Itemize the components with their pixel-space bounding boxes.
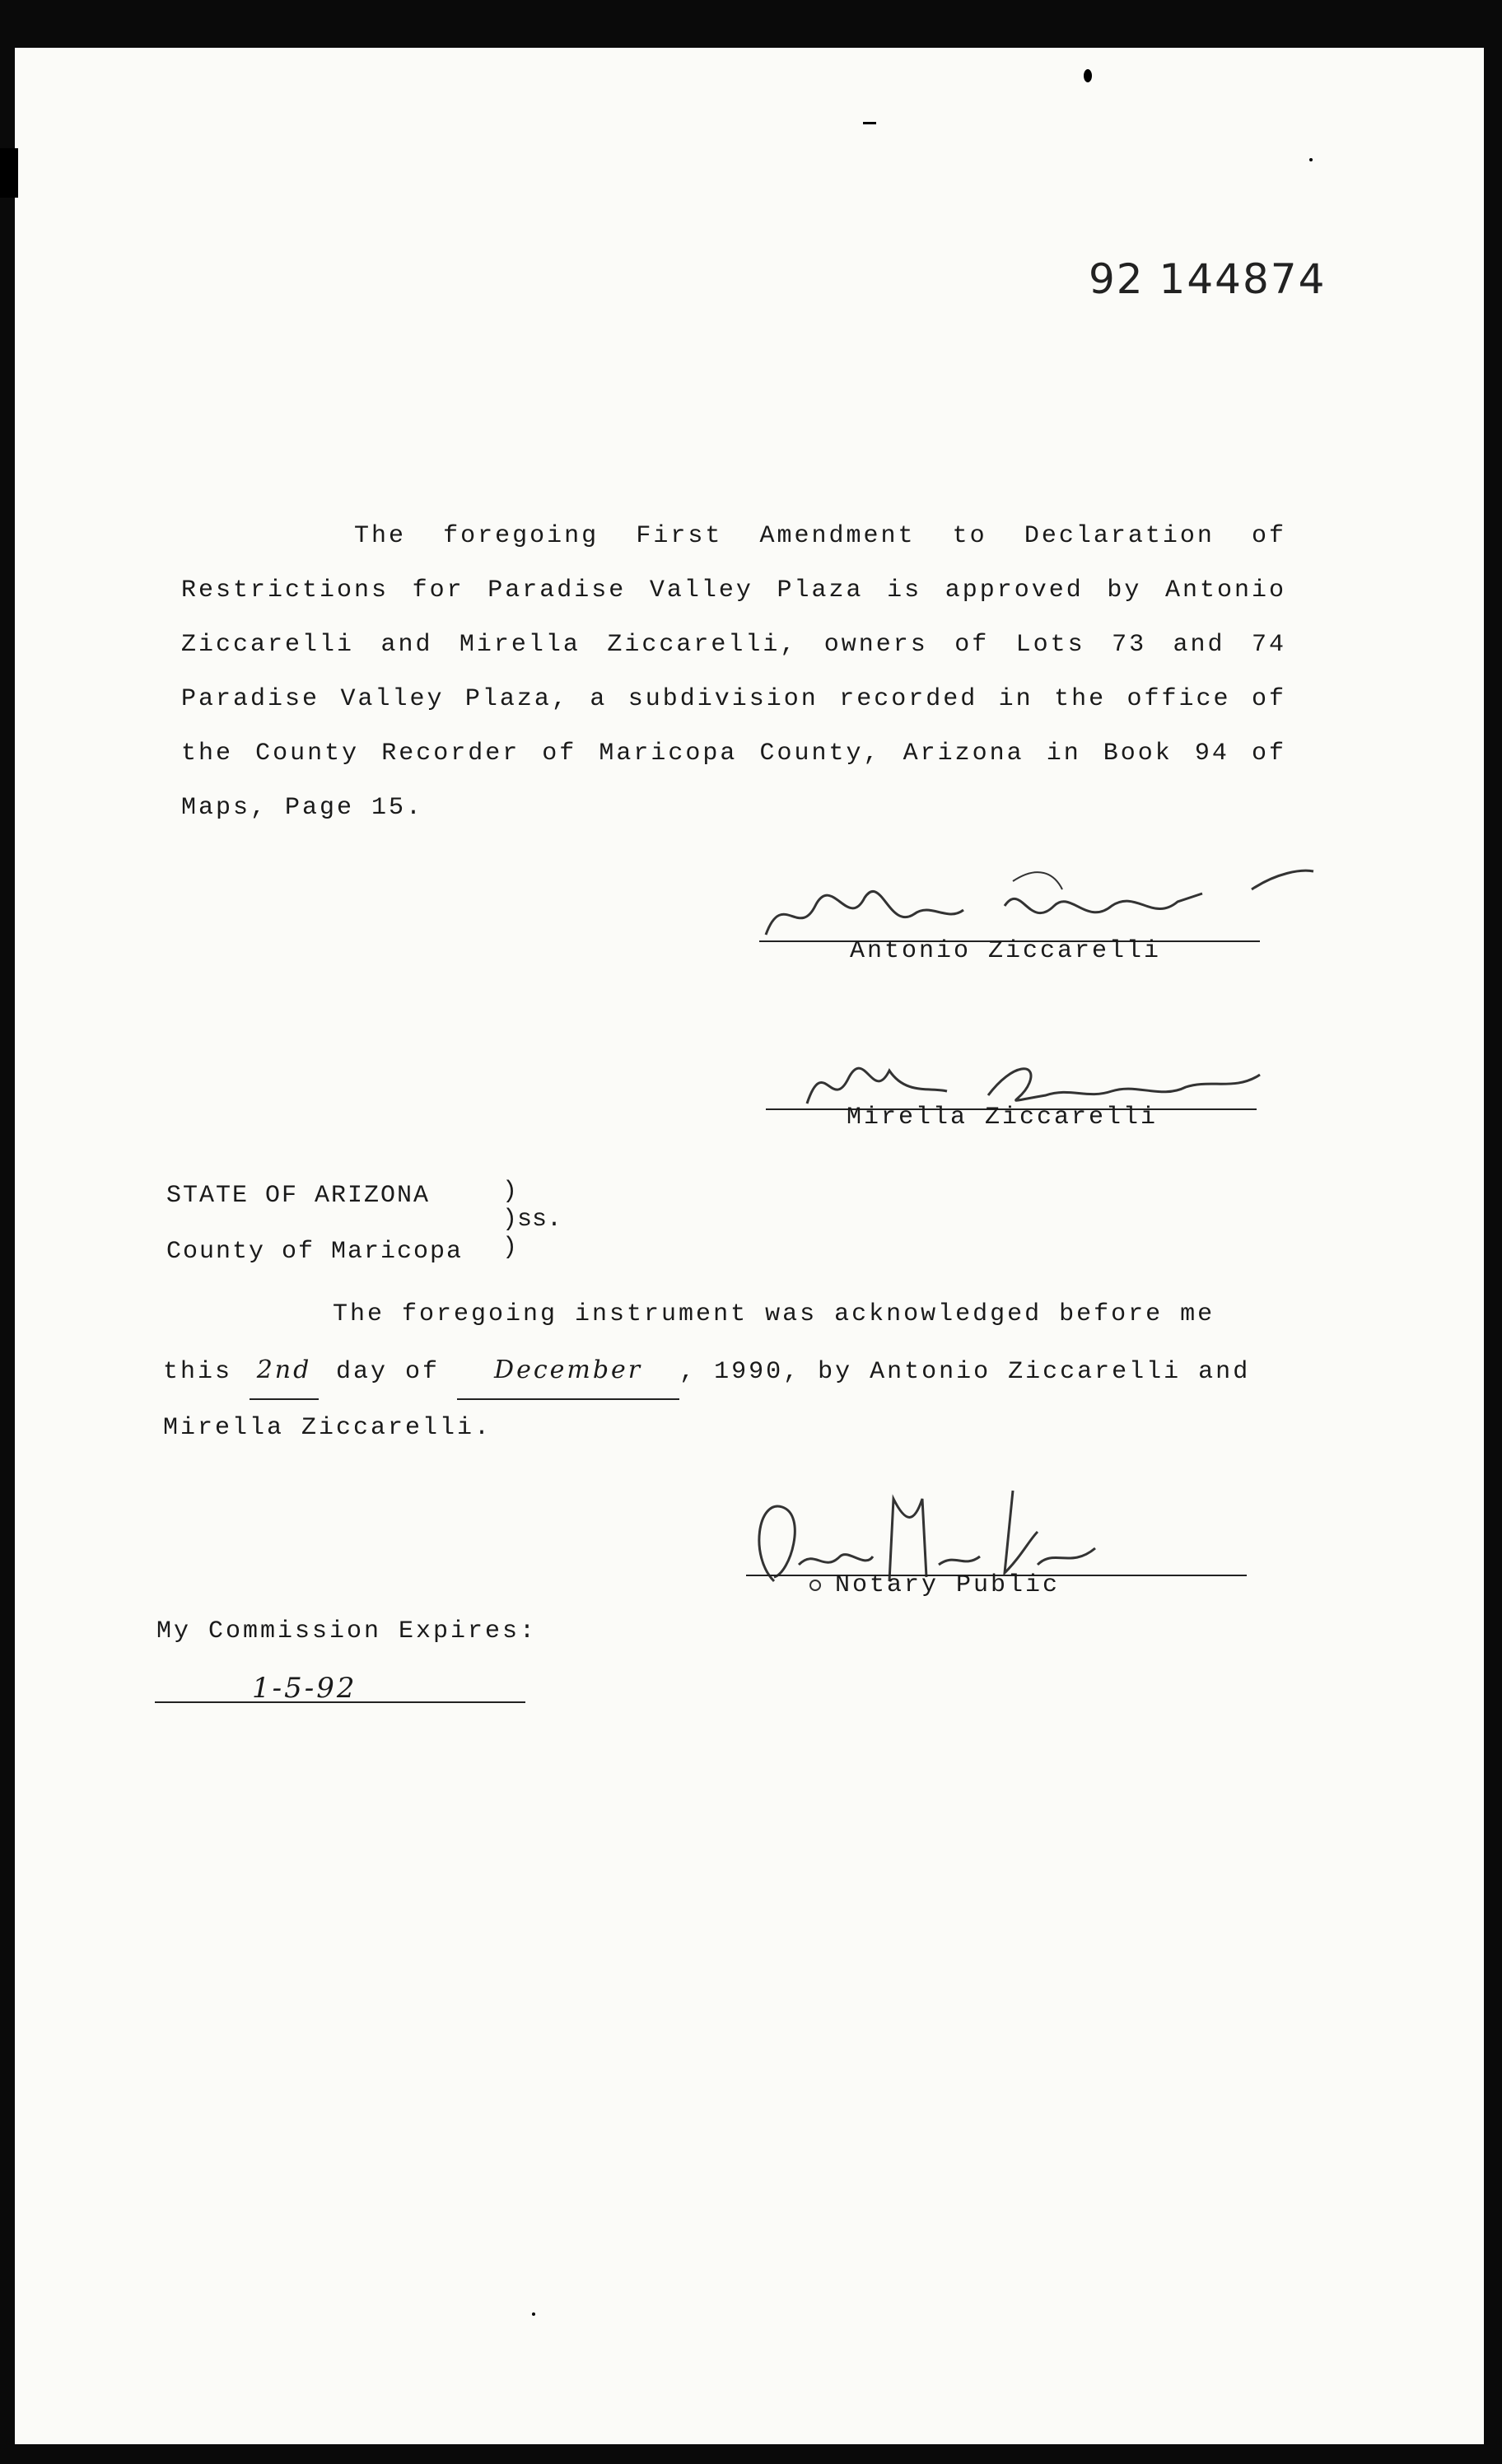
commission-value: 1-5-92 [252,1672,357,1705]
county-label: County of Maricopa [166,1238,464,1266]
acknowledgment [163,1286,1266,1456]
commission-line [155,1701,525,1703]
scan-speck [863,122,876,124]
ack-this: this [163,1358,233,1386]
paren-bottom: ) [502,1234,518,1262]
document-number: 92 144874 [1089,255,1327,303]
signature-mirella [791,1046,1268,1112]
scan-edge [0,148,18,198]
state-label: STATE OF ARIZONA [166,1182,431,1210]
month-fill: December [457,1342,679,1400]
ack-rest: , 1990, by Antonio Ziccarelli and [679,1358,1251,1386]
ack-line1: The foregoing instrument was acknowledged before me [333,1300,1215,1328]
scan-speck [1084,69,1092,82]
ss-label: )ss. [502,1206,562,1234]
ack-line3: Mirella Ziccarelli. [163,1414,492,1442]
amendment-paragraph: The foregoing First Amendment to Declaration of Restrictions for Paradise Valley Plaza is approved by Antonio Ziccarelli and Mirella Ziccarelli, owners of Lots 73 and 74 Paradise Valley Plaza, a subdivision recorded in the office of the County Recorder of Maricopa County, Arizona in Book 94 of Maps, Page 15. [181,522,1286,822]
scan-speck [532,2312,535,2316]
ack-day-of: day of [336,1358,441,1386]
paren-top: ) [502,1178,518,1206]
day-fill: 2nd [250,1342,319,1400]
signature-antonio [758,856,1318,947]
venue-block [166,1168,463,1280]
notary-label: Notary Public [835,1571,1061,1599]
signer1-name: Antonio Ziccarelli [850,937,1162,965]
scan-speck [1309,158,1313,161]
signer2-name: Mirella Ziccarelli [847,1104,1159,1132]
commission-label: My Commission Expires: [156,1617,538,1645]
